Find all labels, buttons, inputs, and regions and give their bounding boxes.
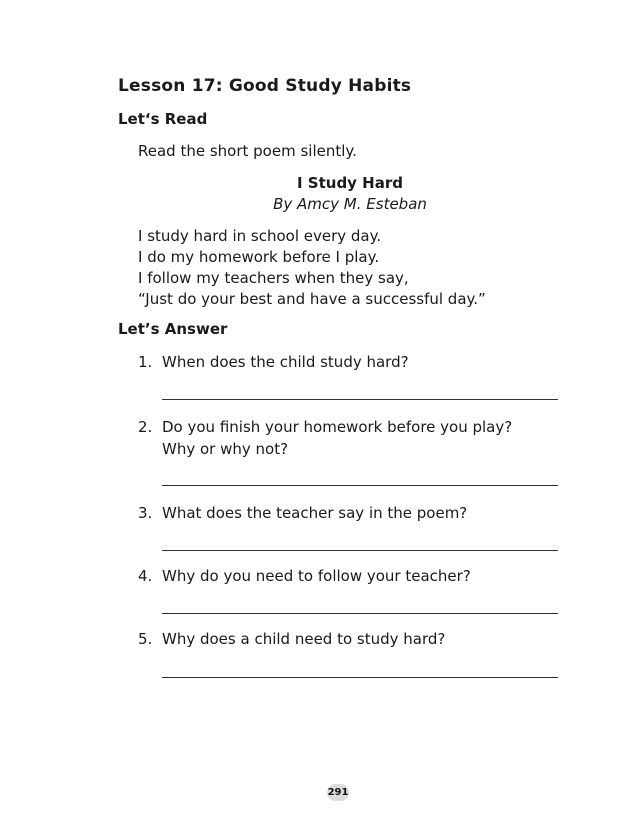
poem-author: By Amcy M. Esteban (273, 195, 427, 213)
lesson-title: Lesson 17: Good Study Habits (118, 76, 412, 96)
question-text: What does the teacher say in the poem? (162, 504, 468, 522)
question-text: Do you finish your homework before you play? (162, 418, 513, 436)
question-number: 5. (138, 630, 153, 648)
answer-line[interactable] (162, 677, 558, 678)
question-number: 2. (138, 418, 153, 436)
page-number-badge: 291 (327, 784, 349, 801)
poem-title: I Study Hard (296, 174, 403, 192)
question-number: 4. (138, 567, 153, 585)
question-text: Why do you need to follow your teacher? (162, 567, 471, 585)
lets-read-heading: Let‘s Read (118, 110, 208, 128)
question-text-continued: Why or why not? (162, 440, 289, 458)
read-instruction: Read the short poem silently. (138, 142, 357, 160)
poem-line: “Just do your best and have a successful day.” (138, 290, 486, 308)
question-number: 3. (138, 504, 153, 522)
question-text: When does the child study hard? (162, 353, 409, 371)
poem-line: I follow my teachers when they say, (138, 269, 409, 287)
answer-line[interactable] (162, 550, 558, 551)
answer-line[interactable] (162, 485, 558, 486)
poem-line: I do my homework before I play. (138, 248, 380, 266)
poem-line: I study hard in school every day. (138, 227, 382, 245)
question-text: Why does a child need to study hard? (162, 630, 446, 648)
answer-line[interactable] (162, 613, 558, 614)
lets-answer-heading: Let’s Answer (118, 320, 228, 338)
question-number: 1. (138, 353, 153, 371)
answer-line[interactable] (162, 399, 558, 400)
